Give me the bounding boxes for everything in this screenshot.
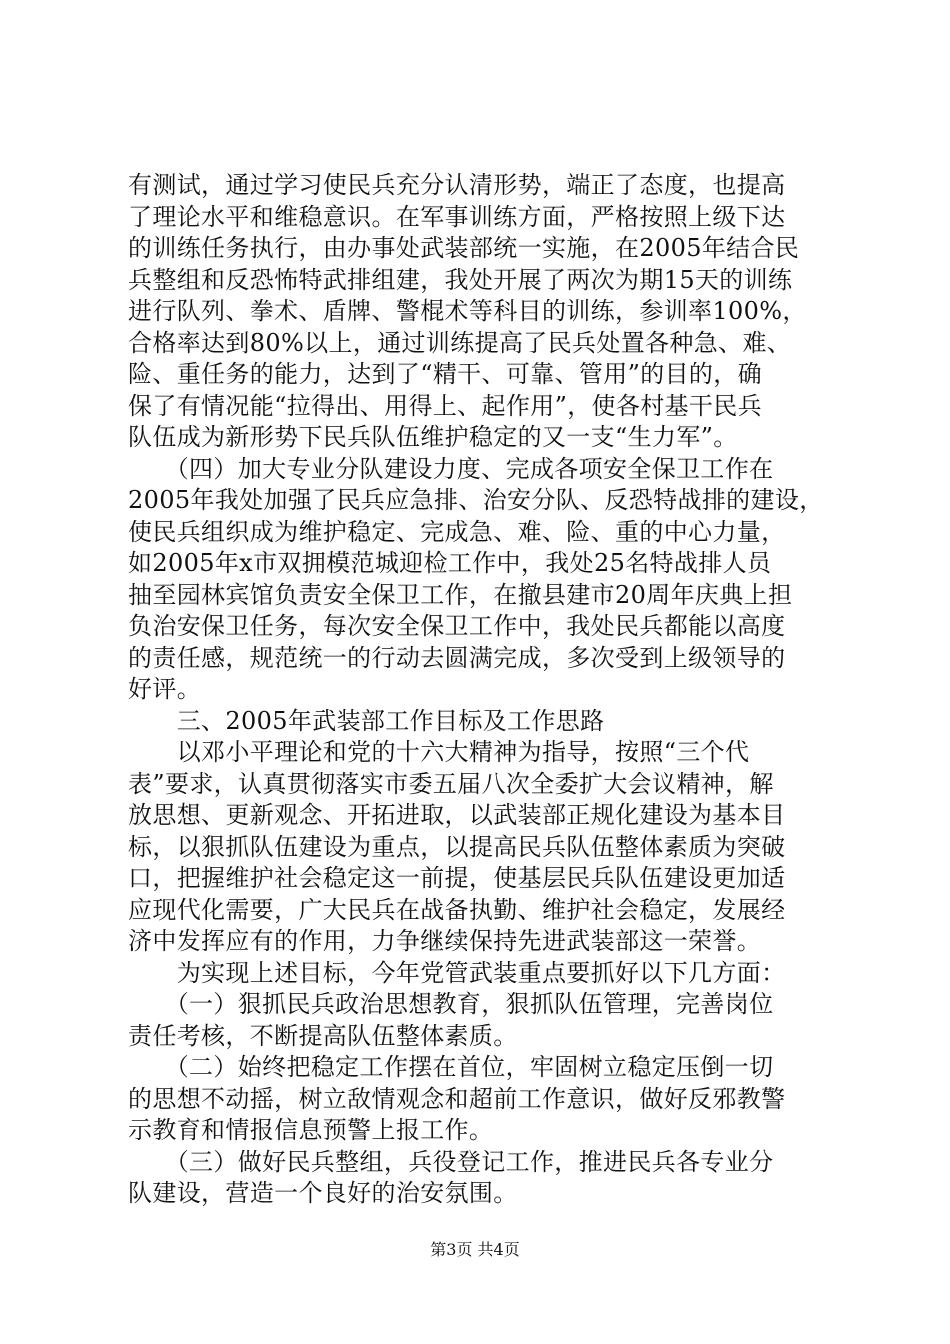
text-line: 口，把握维护社会稳定这一前提，使基层民兵队伍建设更加适 xyxy=(128,864,786,892)
text-line: 抽至园林宾馆负责安全保卫工作，在撤县建市20周年庆典上担 xyxy=(128,580,793,609)
text-line: 以邓小平理论和党的十六大精神为指导，按照“三个代 xyxy=(128,738,750,766)
text-line: 队伍成为新形势下民兵队伍维护稳定的又一支“生力军”。 xyxy=(128,423,738,451)
text-line: 标，以狠抓队伍建设为重点，以提高民兵队伍整体素质为突破 xyxy=(128,832,786,861)
text-line: 保了有情况能“拉得出、用得上、起作用”，使各村基干民兵 xyxy=(128,391,762,420)
text-line: （四）加大专业分队建设力度、完成各项安全保卫工作在 xyxy=(128,454,774,483)
text-line: （一）狠抓民兵政治思想教育，狠抓队伍管理，完善岗位 xyxy=(128,990,774,1018)
text-line: 的训练任务执行，由办事处武装部统一实施，在2005年结合民 xyxy=(128,234,800,262)
text-line: 表”要求，认真贯彻落实市委五届八次全委扩大会议精神，解 xyxy=(128,769,774,798)
text-line: 进行队列、拳术、盾牌、警棍术等科目的训练，参训率100%， xyxy=(128,297,807,325)
text-line: 三、2005年武装部工作目标及工作思路 xyxy=(128,706,605,735)
text-line: 负治安保卫任务，每次安全保卫工作中，我处民兵都能以高度 xyxy=(128,612,786,640)
text-line: 如2005年x市双拥模范城迎检工作中，我处25名特战排人员 xyxy=(128,549,772,577)
text-line: 为实现上述目标，今年党管武装重点要抓好以下几方面： xyxy=(128,958,786,987)
text-line: 责任考核，不断提高队伍整体素质。 xyxy=(128,1021,518,1050)
page-footer: 第3页 共4页 xyxy=(430,1240,520,1259)
text-line: 使民兵组织成为维护稳定、完成急、难、险、重的中心力量， xyxy=(128,517,786,546)
text-line: 好评。 xyxy=(128,675,202,703)
text-line: 了理论水平和维稳意识。在军事训练方面，严格按照上级下达 xyxy=(128,202,786,231)
text-line: 险、重任务的能力，达到了“精干、可靠、管用”的目的，确 xyxy=(128,360,762,388)
text-line: 的思想不动摇，树立敌情观念和超前工作意识，做好反邪教警 xyxy=(128,1084,786,1113)
text-line: 队建设，营造一个良好的治安氛围。 xyxy=(128,1179,518,1207)
text-line: 2005年我处加强了民兵应急排、治安分队、反恐特战排的建设， xyxy=(128,486,824,514)
text-line: 有测试，通过学习使民兵充分认清形势，端正了态度，也提高 xyxy=(128,171,786,199)
text-line: 示教育和情报信息预警上报工作。 xyxy=(128,1116,494,1144)
text-line: （三）做好民兵整组，兵役登记工作，推进民兵各专业分 xyxy=(128,1147,774,1176)
text-line: 的责任感，规范统一的行动去圆满完成，多次受到上级领导的 xyxy=(128,643,786,672)
text-line: 兵整组和反恐怖特武排组建，我处开展了两次为期15天的训练 xyxy=(128,265,793,294)
text-line: 济中发挥应有的作用，力争继续保持先进武装部这一荣誉。 xyxy=(128,927,762,955)
text-line: 应现代化需要，广大民兵在战备执勤、维护社会稳定，发展经 xyxy=(128,895,786,924)
text-line: 放思想、更新观念、开拓进取，以武装部正规化建设为基本目 xyxy=(128,801,786,829)
text-line: （二）始终把稳定工作摆在首位，牢固树立稳定压倒一切 xyxy=(128,1053,774,1081)
text-line: 合格率达到80%以上，通过训练提高了民兵处置各种急、难、 xyxy=(128,328,792,357)
body-text xyxy=(128,170,838,1210)
